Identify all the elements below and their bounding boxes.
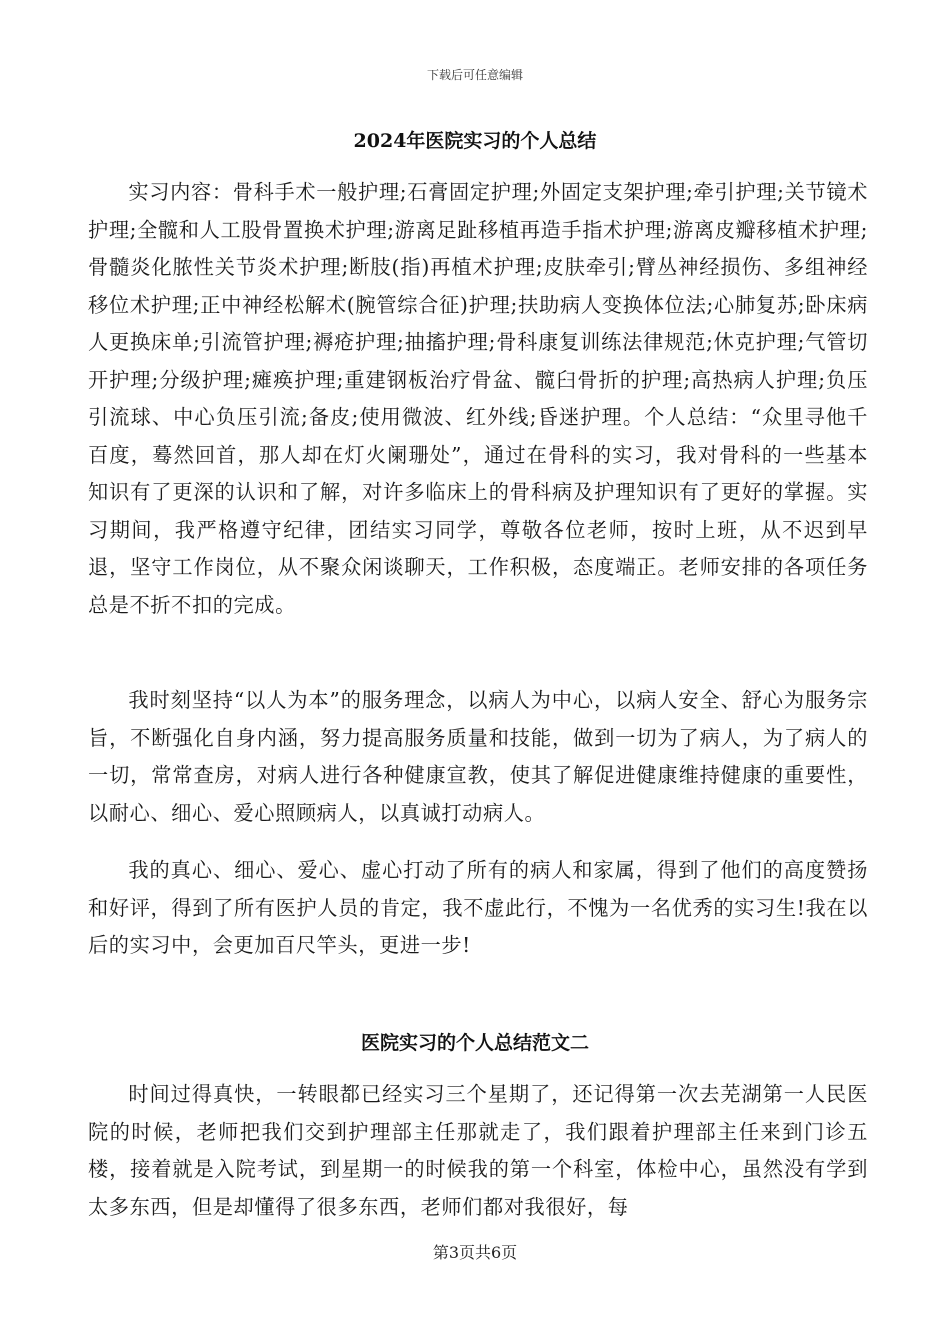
header-note: 下载后可任意编辑 [426, 68, 523, 82]
paragraph-2: 我时刻坚持“以人为本”的服务理念，以病人为中心，以病人安全、舒心为服务宗旨，不断强化自身内涵，努力提高服务质量和技能，做到一切为了病人，为了病人的一切，常常查房，对病人进行各种健康宣教，使其了解促进健康维持健康的重要性，以耐心、细心、爱心照顾病人，以真诚打动病人。 [88, 688, 868, 825]
section-2-title: 医院实习的个人总结范文二 [360, 1032, 589, 1054]
section-2-paragraph: 时间过得真快，一转眼都已经实习三个星期了，还记得第一次去芜湖第一人民医院的时候，老师把我们交到护理部主任那就走了，我们跟着护理部主任来到门诊五楼，接着就是入院考试，到星期一的时候我的第一个科室，体检中心，虽然没有学到太多东西，但是却懂得了很多东西，老师们都对我很好，每 [88, 1082, 868, 1219]
paragraph-3: 我的真心、细心、爱心、虚心打动了所有的病人和家属，得到了他们的高度赞扬和好评，得到了所有医护人员的肯定，我不虚此行，不愧为一名优秀的实习生!我在以后的实习中，会更加百尺竿头，更进一步! [88, 858, 868, 957]
document-title: 2024年医院实习的个人总结 [353, 130, 597, 152]
page-number: 第3页共6页 [432, 1243, 518, 1262]
paragraph-1: 实习内容：骨科手术一般护理;石膏固定护理;外固定支架护理;牵引护理;关节镜术护理;全髋和人工股骨置换术护理;游离足趾移植再造手指术护理;游离皮瓣移植术护理;骨髓炎化脓性关节炎术护理;断肢(指)再植术护理;皮肤牵引;臂丛神经损伤、多组神经移位术护理;正中神经松解术(腕管综合征)护理;扶助病人变换体位法;心肺复苏;卧床病人更换床单;引流管护理;褥疮护理;抽搐护理;骨科康复训练法律规范;休克护理;气管切开护理;分级护理;瘫痪护理;重建钢板治疗骨盆、髋臼骨折的护理;高热病人护理;负压引流球、中心负压引流;备皮;使用微波、红外线;昏迷护理。个人总结：“众里寻他千百度，蓦然回首，那人却在灯火阑珊处”，通过在骨科的实习，我对骨科的一些基本知识有了更深的认识和了解，对许多临床上的骨科病及护理知识有了更好的掌握。实习期间，我严格遵守纪律，团结实习同学，尊敬各位老师，按时上班，从不迟到早退，坚守工作岗位，从不聚众闲谈聊天，工作积极，态度端正。老师安排的各项任务总是不折不扣的完成。 [88, 180, 868, 617]
